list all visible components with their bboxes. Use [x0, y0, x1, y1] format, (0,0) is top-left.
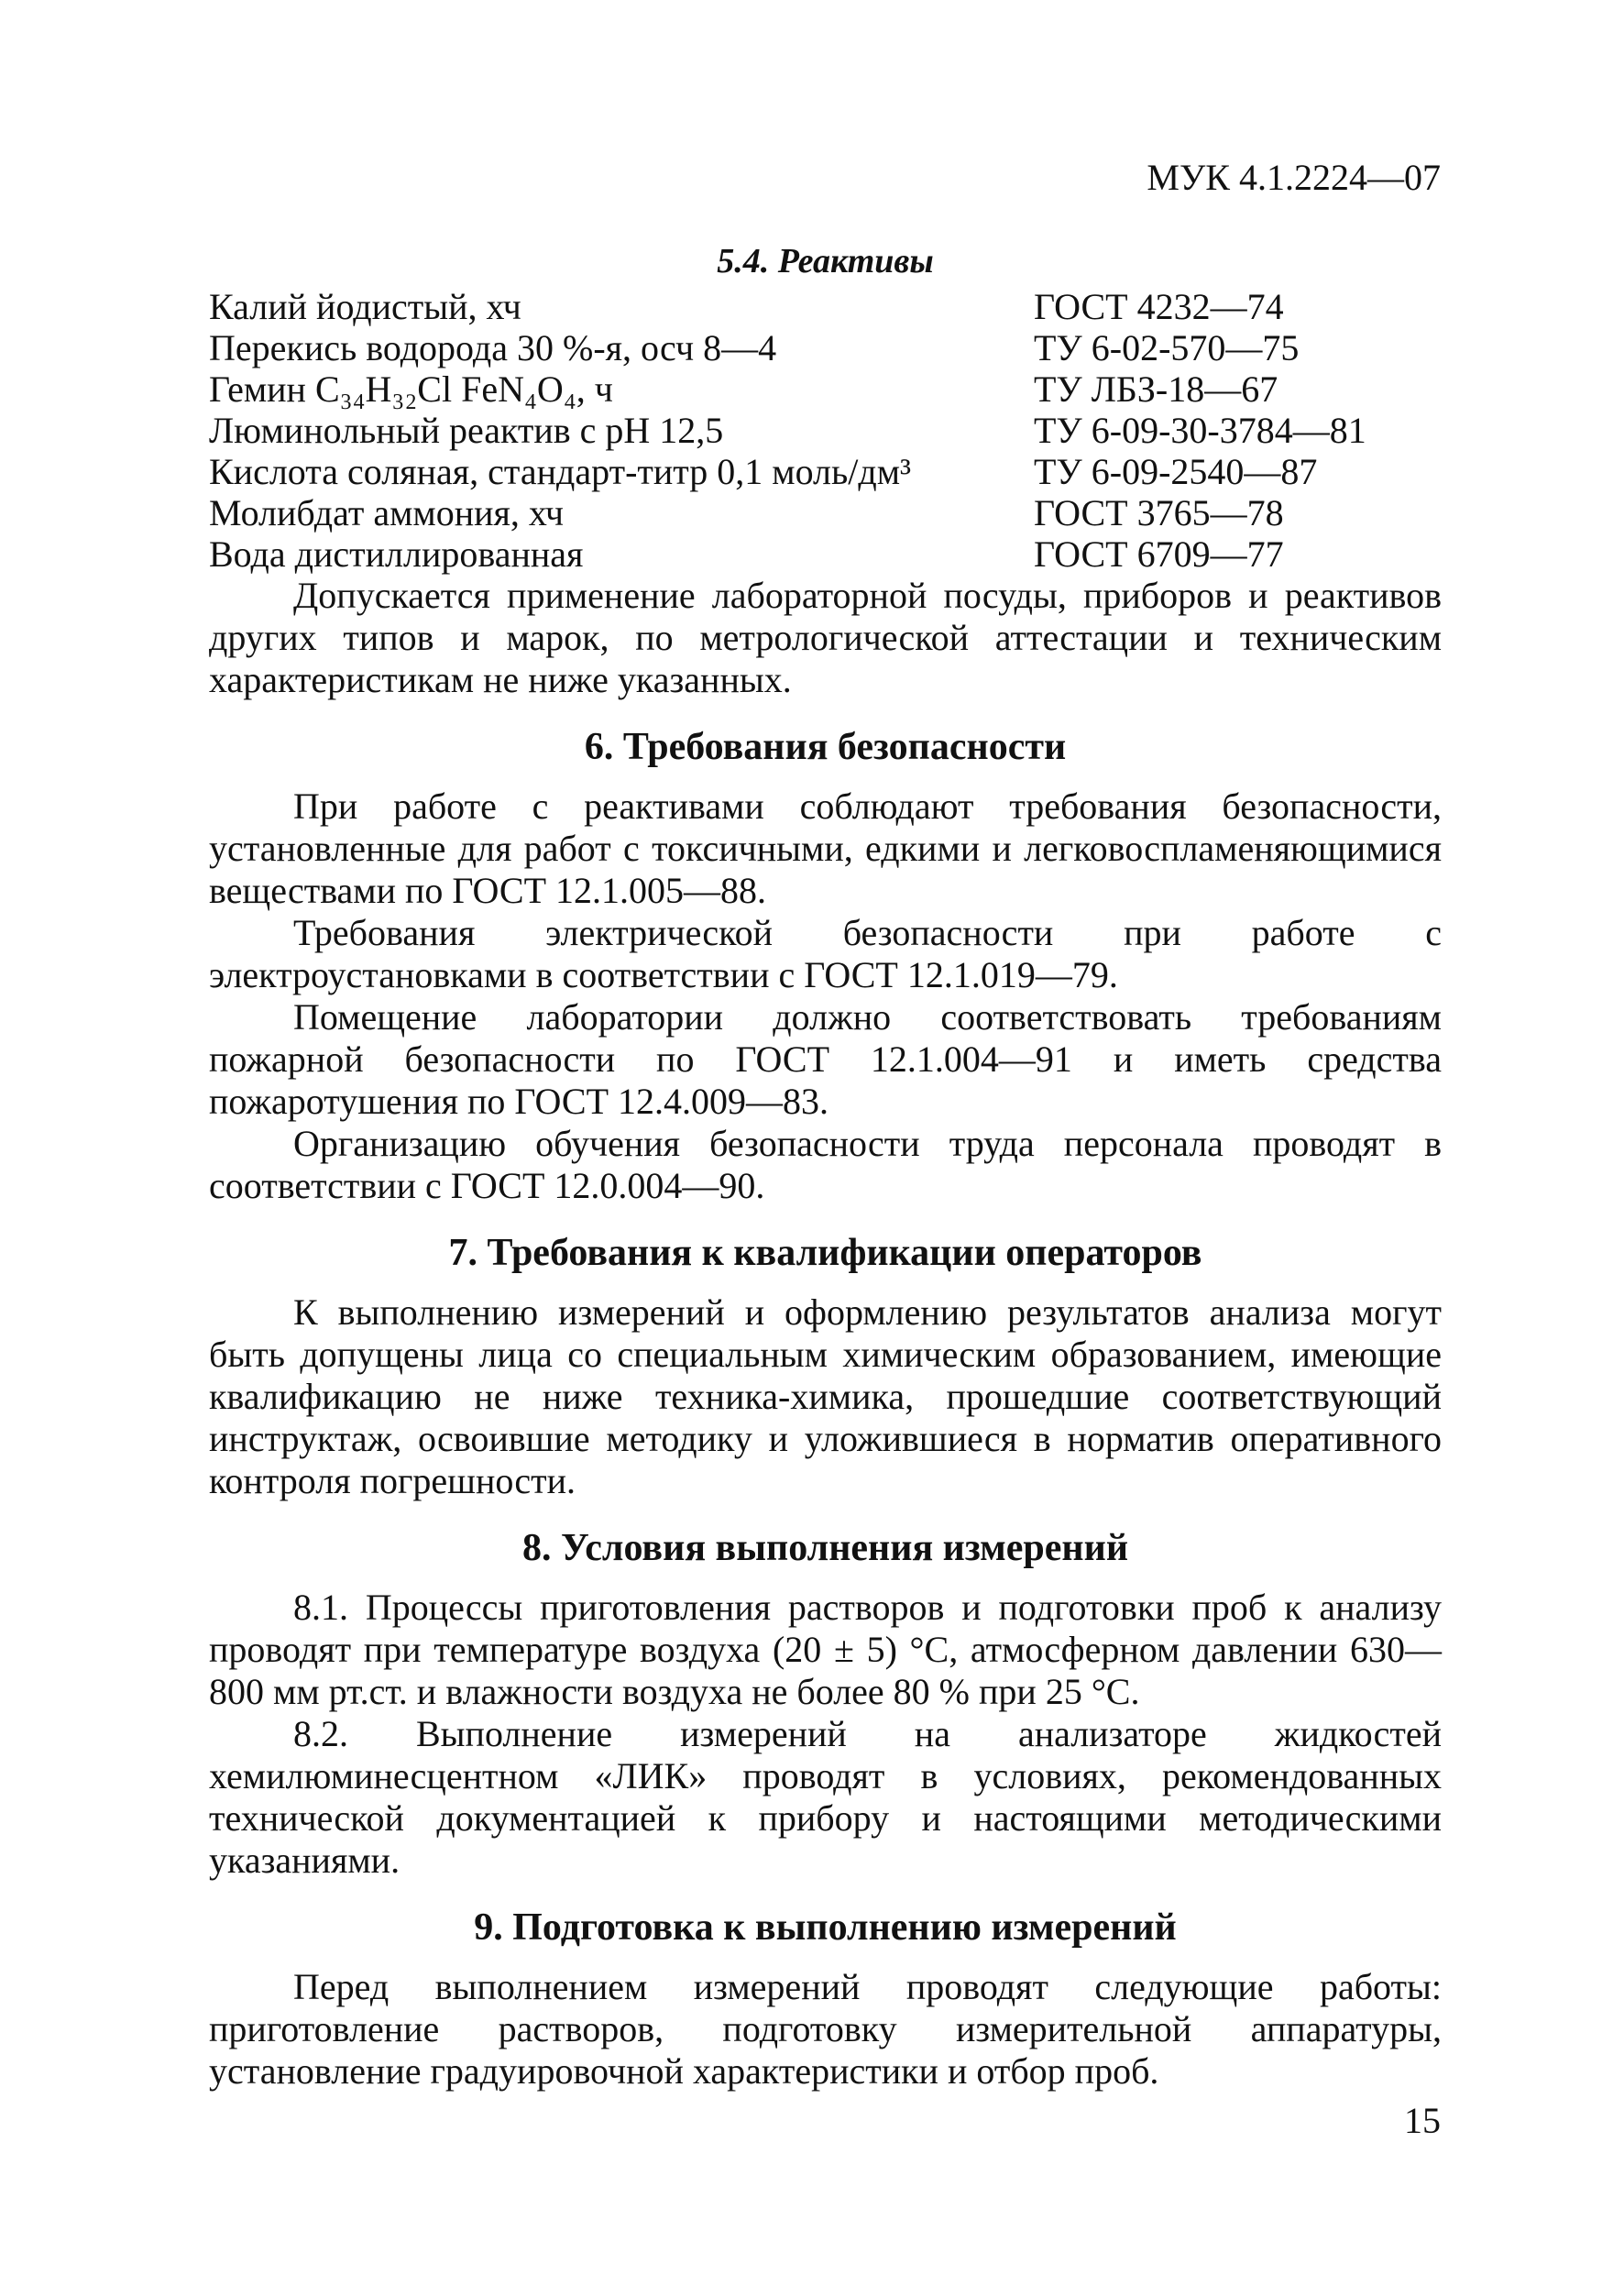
reagent-name: Вода дистиллированная: [209, 533, 584, 575]
reagent-standard: ТУ 6-09-30-3784—81: [1034, 410, 1366, 451]
page-content: [209, 240, 1442, 2093]
section-measurement-preparation: [209, 1906, 1442, 2093]
section-operator-qualification: [209, 1231, 1442, 1502]
reagent-standard: ТУ ЛБЗ-18—67: [1034, 368, 1278, 410]
section-title: 6. Требования безопасности: [584, 726, 1067, 768]
reagent-row: [209, 368, 1442, 410]
section-safety: [209, 725, 1442, 1207]
reagent-standard: ТУ 6-02-570—75: [1034, 327, 1300, 368]
page-number: 15: [1404, 2100, 1441, 2141]
paragraph: Перед выполнением измерений проводят следующие работы: приготовление растворов, подготовку измерительной аппаратуры, установление градуировочной характеристики и отбор проб.: [209, 1966, 1442, 2092]
reagent-row: [209, 451, 1442, 492]
reagent-row: [209, 492, 1442, 533]
reagent-row: [209, 533, 1442, 575]
reagent-row: [209, 410, 1442, 451]
reagent-standard: ГОСТ 4232—74: [1034, 286, 1284, 327]
reagent-name: Перекись водорода 30 %-я, осч 8—4: [209, 327, 777, 368]
section-title: 7. Требования к квалификации операторов: [448, 1232, 1202, 1274]
paragraph: 8.2. Выполнение измерений на анализаторе жидкостей хемилюминесцентном «ЛИК» проводят в условиях, рекомендованных технической документацией к прибору и настоящими методическими указаниями.: [209, 1713, 1442, 1881]
reagents-title: 5.4. Реактивы: [717, 242, 934, 280]
reagent-name: Кислота соляная, стандарт-титр 0,1 моль/дм³: [209, 451, 912, 492]
reagents-note: Допускается применение лабораторной посуды, приборов и реактивов других типов и марок, по метрологической аттестации и техническим характеристикам не ниже указанных.: [209, 575, 1442, 700]
reagent-row: [209, 286, 1442, 327]
reagents-list: [209, 286, 1442, 575]
reagent-name: Калий йодистый, хч: [209, 286, 521, 327]
paragraph: 8.1. Процессы приготовления растворов и подготовки проб к анализу проводят при температуре воздуха (20 ± 5) °С, атмосферном давлении 630—800 мм рт.ст. и влажности воздуха не более 80 % при 25 °С.: [209, 1587, 1442, 1712]
reagent-name: Люминольный реактив с pH 12,5: [209, 410, 724, 451]
reagent-row: [209, 327, 1442, 368]
reagent-standard: ТУ 6-09-2540—87: [1034, 451, 1318, 492]
paragraph: Помещение лаборатории должно соответствовать требованиям пожарной безопасности по ГОСТ 12.1.004—91 и иметь средства пожаротушения по ГОСТ 12.4.009—83.: [209, 996, 1442, 1122]
reagent-name: Молибдат аммония, хч: [209, 492, 565, 533]
paragraph: Требования электрической безопасности при работе с электроустановками в соответствии с ГОСТ 12.1.019—79.: [209, 912, 1442, 995]
section-measurement-conditions: [209, 1526, 1442, 1882]
section-title: 9. Подготовка к выполнению измерений: [474, 1906, 1177, 1949]
reagent-standard: ГОСТ 6709—77: [1034, 533, 1284, 575]
paragraph: Организацию обучения безопасности труда персонала проводят в соответствии с ГОСТ 12.0.004—90.: [209, 1123, 1442, 1206]
document-code: МУК 4.1.2224—07: [1147, 157, 1441, 198]
reagent-standard: ГОСТ 3765—78: [1034, 492, 1284, 533]
section-title: 8. Условия выполнения измерений: [521, 1527, 1129, 1569]
paragraph: К выполнению измерений и оформлению результатов анализа могут быть допущены лица со специальным химическим образованием, имеющие квалификацию не ниже техника-химика, прошедшие соответствующий инструктаж, освоившие методику и уложившиеся в норматив оперативного контроля погрешности.: [209, 1291, 1442, 1501]
paragraph: При работе с реактивами соблюдают требования безопасности, установленные для работ с токсичными, едкими и легковоспламеняющимися веществами по ГОСТ 12.1.005—88.: [209, 785, 1442, 911]
reagent-name: Гемин C₃₄H₃₂Cl FeN₄O₄, ч: [209, 368, 613, 410]
